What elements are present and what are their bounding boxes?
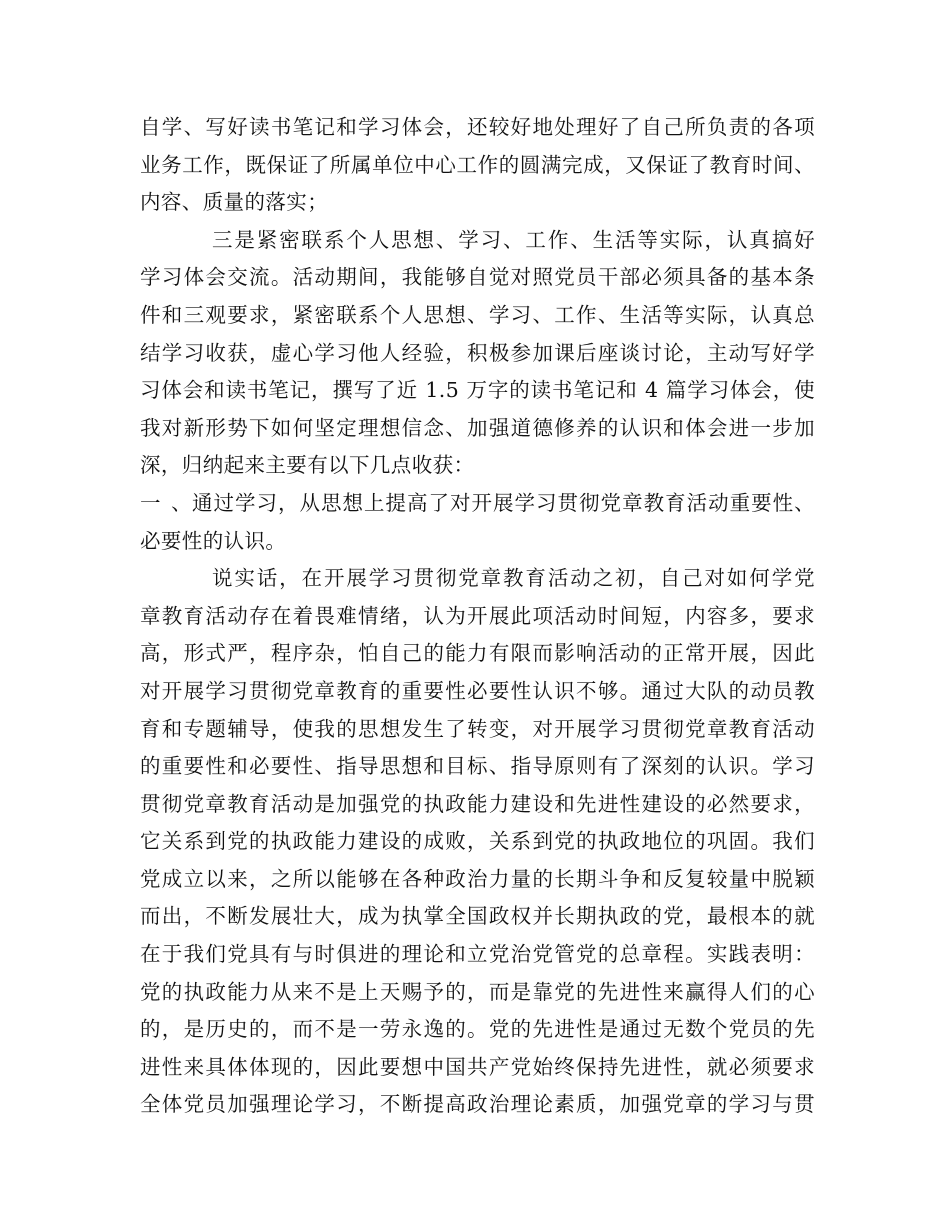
body-text xyxy=(140,109,815,1124)
text-line: 在于我们党具有与时俱进的理论和立党治党管党的总章程。实践表明： xyxy=(140,942,815,967)
text-line: 深，归纳起来主要有以下几点收获： xyxy=(140,453,475,478)
heading-text: 通过学习，从思想上提高了对开展学习贯彻党章教育活动重要性、 xyxy=(192,490,815,515)
text-line: 我对新形势下如何坚定理想信念、加强道德修养的认识和体会进一步加 xyxy=(140,415,815,440)
heading-continuation-line: 必要性的认识。 xyxy=(140,528,287,553)
text-line: 内容、质量的落实； xyxy=(140,190,329,215)
text-line: 对开展学习贯彻党章教育的重要性必要性认识不够。通过大队的动员教 xyxy=(140,678,815,703)
section-heading xyxy=(140,485,815,523)
text-line: 的，是历史的，而不是一劳永逸的。党的先进性是通过无数个党员的先 xyxy=(140,1017,815,1042)
text-line: 学习体会交流。活动期间，我能够自觉对照党员干部必须具备的基本条 xyxy=(140,265,815,290)
text-line: 自学、写好读书笔记和学习体会，还较好地处理好了自己所负责的各项 xyxy=(140,115,815,139)
paragraph-start-line: 说实话，在开展学习贯彻党章教育活动之初，自己对如何学党 xyxy=(212,566,815,591)
text-line: 章教育活动存在着畏难情绪，认为开展此项活动时间短，内容多，要求 xyxy=(140,603,815,628)
text-line: 党成立以来，之所以能够在各种政治力量的长期斗争和反复较量中脱颖 xyxy=(140,866,815,891)
text-line: 全体党员加强理论学习，不断提高政治理论素质，加强党章的学习与贯 xyxy=(140,1092,815,1117)
text-line: 育和专题辅导，使我的思想发生了转变，对开展学习贯彻党章教育活动 xyxy=(140,716,815,741)
text-line: 贯彻党章教育活动是加强党的执政能力建设和先进性建设的必然要求， xyxy=(140,791,815,816)
text-line: 它关系到党的执政能力建设的成败，关系到党的执政地位的巩固。我们 xyxy=(140,829,815,854)
text-line: 而出，不断发展壮大，成为执掌全国政权并长期执政的党，最根本的就 xyxy=(140,904,815,929)
text-line: 业务工作，既保证了所属单位中心工作的圆满完成，又保证了教育时间、 xyxy=(140,152,815,177)
paragraph-start-line: 三是紧密联系个人思想、学习、工作、生活等实际，认真搞好 xyxy=(212,227,815,252)
text-line: 进性来具体体现的，因此要想中国共产党始终保持先进性，就必须要求 xyxy=(140,1054,815,1079)
text-line: 件和三观要求，紧密联系个人思想、学习、工作、生活等实际，认真总 xyxy=(140,302,815,327)
heading-number: 一、 xyxy=(140,490,192,515)
text-line: 党的执政能力从来不是上天赐予的，而是靠党的先进性来赢得人们的心 xyxy=(140,979,815,1004)
text-line: 高，形式严，程序杂，怕自己的能力有限而影响活动的正常开展，因此 xyxy=(140,641,815,666)
text-line: 习体会和读书笔记，撰写了近 1.5 万字的读书笔记和 4 篇学习体会，使 xyxy=(140,378,815,403)
text-line: 结学习收获，虚心学习他人经验，积极参加课后座谈讨论，主动写好学 xyxy=(140,340,815,365)
text-line: 的重要性和必要性、指导思想和目标、指导原则有了深刻的认识。学习 xyxy=(140,754,815,779)
